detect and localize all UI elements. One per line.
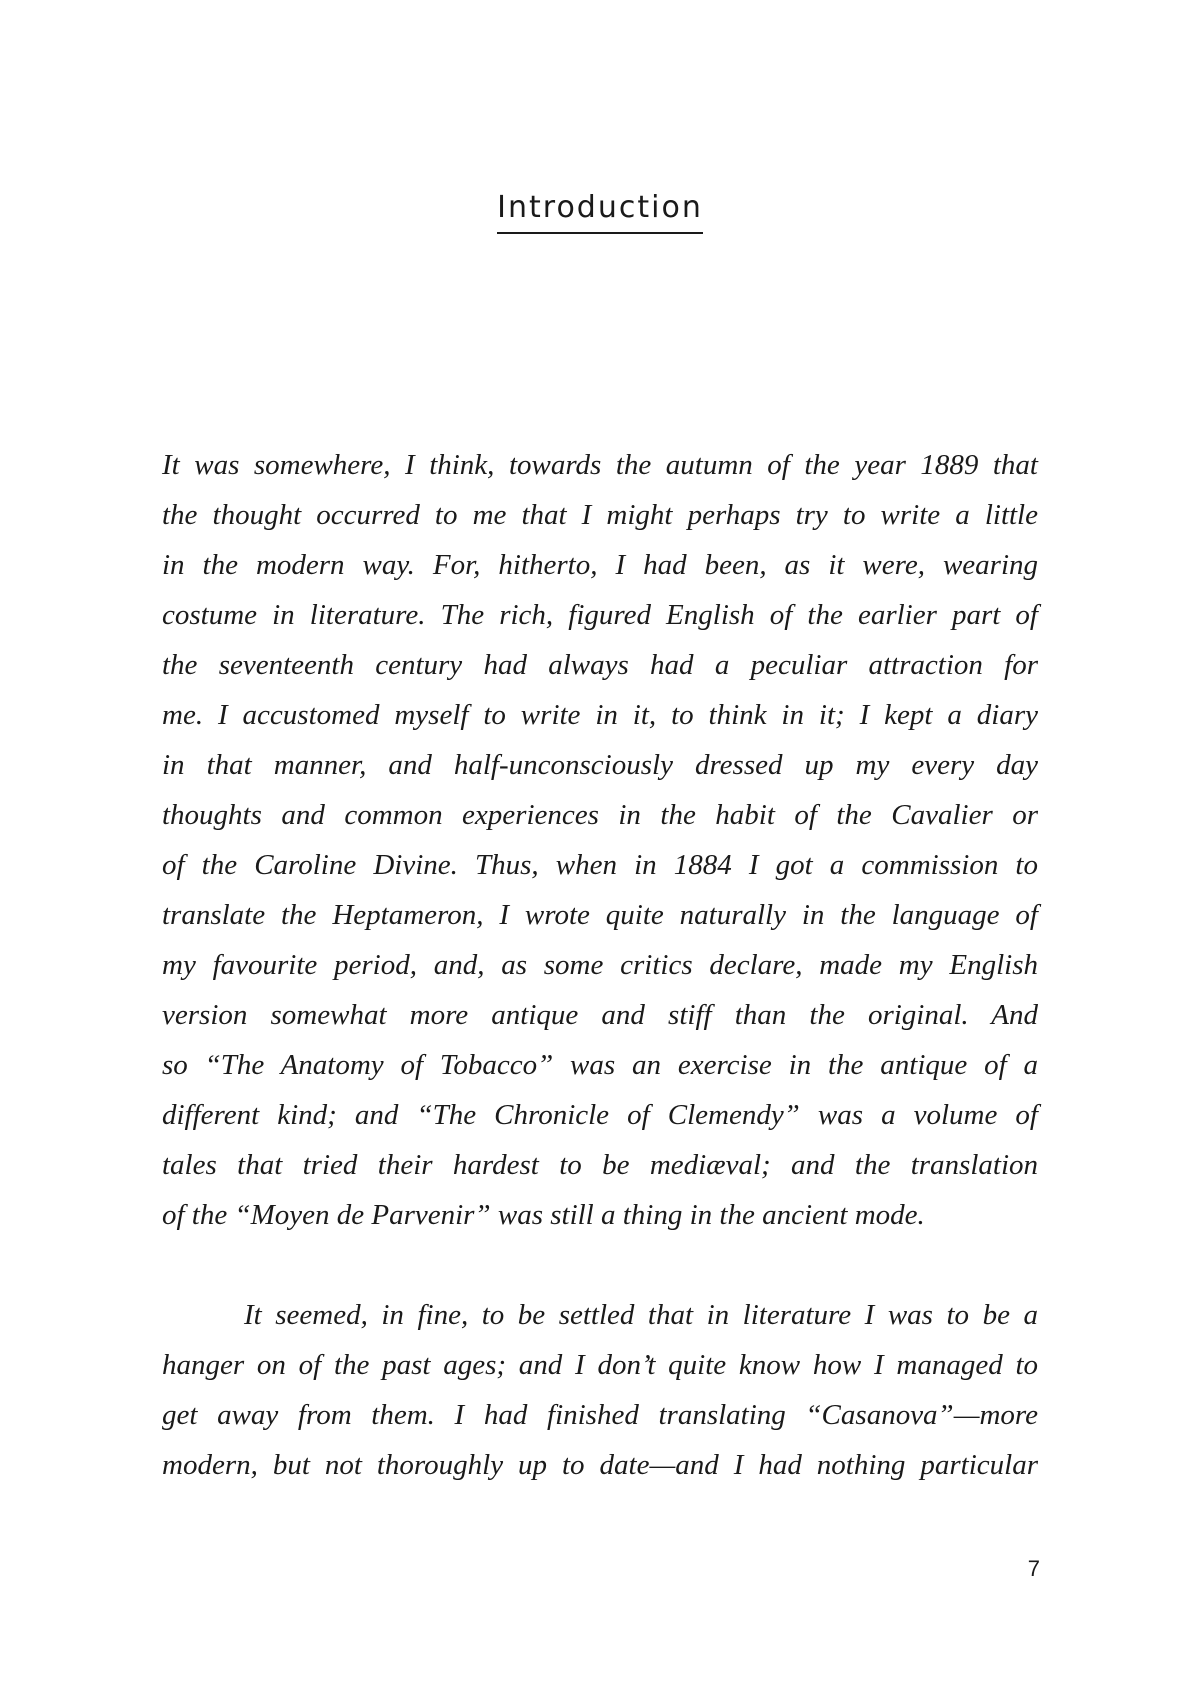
text-line: modern, but not thoroughly up to date—and I had nothing particular <box>162 1449 1038 1481</box>
text-line: the thought occurred to me that I might perhaps try to write a little <box>162 499 1038 531</box>
text-line: thoughts and common experiences in the habit of the Cavalier or <box>162 799 1038 831</box>
text-line: translate the Heptameron, I wrote quite naturally in the language of <box>162 899 1038 931</box>
text-line: costume in literature. The rich, figured English of the earlier part of <box>162 599 1038 631</box>
text-line: so “The Anatomy of Tobacco” was an exercise in the antique of a <box>162 1049 1038 1081</box>
page-number: 7 <box>1027 1556 1040 1581</box>
text-line: version somewhat more antique and stiff than the original. And <box>162 999 1038 1031</box>
text-line: in that manner, and half-unconsciously dressed up my every day <box>162 749 1038 781</box>
body-text <box>162 440 1038 1490</box>
text-line: get away from them. I had finished translating “Casanova”—more <box>162 1399 1038 1431</box>
chapter-heading: Introduction <box>497 190 703 234</box>
text-line: of the “Moyen de Parvenir” was still a thing in the ancient mode. <box>162 1199 925 1231</box>
paragraph-1 <box>162 440 1038 1240</box>
text-line: tales that tried their hardest to be mediæval; and the translation <box>162 1149 1038 1181</box>
text-line: hanger on of the past ages; and I don’t quite know how I managed to <box>162 1349 1038 1381</box>
heading-container <box>0 190 1200 234</box>
paragraph-gap <box>162 1240 1038 1290</box>
text-line: It was somewhere, I think, towards the autumn of the year 1889 that <box>162 449 1038 481</box>
text-line: me. I accustomed myself to write in it, to think in it; I kept a diary <box>162 699 1038 731</box>
paragraph-2 <box>162 1290 1038 1490</box>
text-line: It seemed, in fine, to be settled that in literature I was to be a <box>244 1299 1038 1331</box>
text-line: my favourite period, and, as some critics declare, made my English <box>162 949 1038 981</box>
text-line: different kind; and “The Chronicle of Clemendy” was a volume of <box>162 1099 1038 1131</box>
text-line: in the modern way. For, hitherto, I had been, as it were, wearing <box>162 549 1038 581</box>
text-line: of the Caroline Divine. Thus, when in 1884 I got a commission to <box>162 849 1038 881</box>
text-line: the seventeenth century had always had a peculiar attraction for <box>162 649 1038 681</box>
